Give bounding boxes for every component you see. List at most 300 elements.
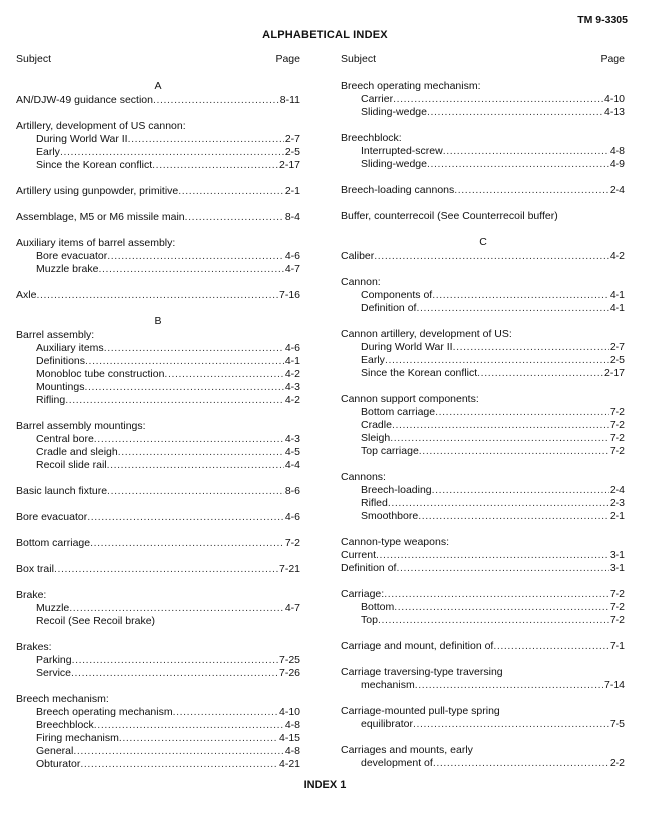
dot-leader	[153, 94, 279, 107]
index-subentry	[341, 445, 625, 458]
index-entry	[16, 237, 300, 276]
entry-subject: Carriages and mounts, early	[341, 744, 473, 756]
entry-page-number: 7-2	[609, 419, 625, 431]
subject-header: Subject	[341, 53, 377, 65]
entry-page-number: 4-2	[609, 250, 625, 262]
entry-page-number: 7-25	[278, 654, 300, 666]
dot-leader	[119, 732, 278, 745]
index-entry	[16, 563, 300, 576]
dot-leader	[374, 250, 609, 263]
entry-subject: Recoil (See Recoil brake)	[36, 615, 156, 627]
index-subentry	[341, 419, 625, 432]
entry-subject: Service	[36, 667, 72, 679]
dot-leader	[390, 432, 609, 445]
entry-subject: Definition of	[361, 302, 417, 314]
entry-page-number: 4-7	[284, 263, 300, 275]
entry-subject: Parking	[36, 654, 72, 666]
entry-subject: Sliding-wedge	[361, 158, 427, 170]
entry-subject: Breech-loading cannons	[341, 184, 455, 196]
index-heading	[341, 666, 625, 679]
index-heading	[341, 588, 625, 601]
index-heading	[16, 589, 300, 602]
index-column-right	[341, 53, 625, 783]
entry-page-number: 7-2	[609, 601, 625, 613]
entry-page-number: 7-14	[603, 679, 625, 691]
index-heading	[16, 237, 300, 250]
dot-leader	[178, 185, 284, 198]
index-heading	[16, 511, 300, 524]
dot-leader	[85, 355, 284, 368]
page-title: ALPHABETICAL INDEX	[262, 29, 388, 41]
entry-subject: Basic launch fixture	[16, 485, 108, 497]
entry-page-number: 7-2	[609, 406, 625, 418]
index-subentry	[16, 433, 300, 446]
entry-page-number: 2-17	[278, 159, 300, 171]
entry-subject: Definition of	[341, 562, 397, 574]
dot-leader	[378, 614, 609, 627]
index-entry	[16, 511, 300, 524]
index-column-left	[16, 53, 300, 784]
index-heading	[341, 744, 625, 757]
index-subentry	[341, 289, 625, 302]
index-heading	[341, 393, 625, 406]
entry-page-number: 7-16	[278, 289, 300, 301]
dot-leader	[413, 718, 609, 731]
entry-page-number: 4-6	[284, 250, 300, 262]
index-subentry	[341, 757, 625, 770]
dot-leader	[90, 537, 284, 550]
index-heading	[341, 80, 625, 93]
entry-subject: Breech mechanism:	[16, 693, 109, 705]
dot-leader	[433, 757, 609, 770]
index-heading	[341, 276, 625, 289]
entry-subject: Cannons:	[341, 471, 386, 483]
dot-leader	[415, 679, 603, 692]
entry-subject: Bore evacuator	[36, 250, 108, 262]
index-subentry	[341, 679, 625, 692]
index-entry	[341, 393, 625, 458]
dot-leader	[173, 706, 278, 719]
index-subentry	[16, 250, 300, 263]
index-subentry	[16, 615, 300, 628]
index-entry	[341, 184, 625, 197]
entry-page-number: 4-2	[284, 368, 300, 380]
entry-subject: Assemblage, M5 or M6 missile main	[16, 211, 185, 223]
index-heading	[16, 185, 300, 198]
dot-leader	[454, 184, 609, 197]
entry-page-number: 4-1	[609, 289, 625, 301]
entry-page-number: 4-8	[609, 145, 625, 157]
entry-page-number: 8-11	[279, 94, 300, 106]
dot-leader	[432, 289, 609, 302]
index-entry	[16, 94, 300, 107]
entry-subject: Carrier	[361, 93, 394, 105]
entry-page-number: 2-7	[609, 341, 625, 353]
entry-subject: General	[36, 745, 74, 757]
entry-subject: Early	[361, 354, 385, 366]
dot-leader	[435, 406, 609, 419]
entry-subject: Sliding-wedge	[361, 106, 427, 118]
index-heading	[341, 471, 625, 484]
entry-subject: equilibrator	[361, 718, 413, 730]
entry-subject: development of	[361, 757, 433, 769]
dot-leader	[384, 588, 609, 601]
entry-subject: Artillery using gunpowder, primitive	[16, 185, 179, 197]
index-heading	[341, 184, 625, 197]
index-subentry	[16, 381, 300, 394]
index-subentry	[341, 93, 625, 106]
entry-page-number: 4-5	[284, 446, 300, 458]
entry-subject: Central bore	[36, 433, 94, 445]
entry-page-number: 4-1	[609, 302, 625, 314]
index-subentry	[341, 367, 625, 380]
entry-subject: Since the Korean conflict	[361, 367, 478, 379]
index-entry	[16, 289, 300, 302]
index-subentry	[16, 745, 300, 758]
section-letter: A	[154, 80, 162, 92]
entry-subject: Breech-loading	[361, 484, 432, 496]
entry-subject: Brakes:	[16, 641, 52, 653]
entry-subject: Axle	[16, 289, 37, 301]
index-entry	[16, 693, 300, 771]
index-heading	[341, 640, 625, 653]
dot-leader	[453, 341, 609, 354]
index-heading	[341, 250, 625, 263]
entry-page-number: 4-10	[278, 706, 300, 718]
entry-subject: Carriage and mount, definition of	[341, 640, 494, 652]
entry-page-number: 8-4	[284, 211, 300, 223]
index-entry	[341, 250, 625, 263]
entry-subject: Auxiliary items	[36, 342, 104, 354]
index-subentry	[341, 432, 625, 445]
entry-subject: Cannon artillery, development of US:	[341, 328, 512, 340]
dot-leader	[385, 354, 609, 367]
entry-page-number: 2-7	[284, 133, 300, 145]
entry-subject: Caliber	[341, 250, 375, 262]
dot-leader	[80, 758, 278, 771]
entry-subject: Since the Korean conflict	[36, 159, 153, 171]
entry-page-number: 2-17	[603, 367, 625, 379]
index-heading	[16, 289, 300, 302]
index-subentry	[341, 601, 625, 614]
dot-leader	[72, 654, 278, 667]
entry-subject: Barrel assembly mountings:	[16, 420, 146, 432]
entry-page-number: 2-2	[609, 757, 625, 769]
index-heading	[16, 563, 300, 576]
page-footer: INDEX 1	[303, 779, 347, 791]
dot-leader	[87, 511, 284, 524]
entry-page-number: 4-10	[603, 93, 625, 105]
entry-subject: Rifled	[361, 497, 388, 509]
index-subentry	[16, 394, 300, 407]
entry-subject: Top	[361, 614, 378, 626]
entry-page-number: 4-3	[284, 433, 300, 445]
index-heading	[16, 329, 300, 342]
entry-subject: Firing mechanism	[36, 732, 119, 744]
index-entry	[341, 744, 625, 770]
index-subentry	[341, 302, 625, 315]
entry-page-number: 2-3	[609, 497, 625, 509]
index-entry	[341, 536, 625, 575]
dot-leader	[394, 601, 609, 614]
entry-page-number: 4-21	[278, 758, 300, 770]
entry-subject: Muzzle brake	[36, 263, 99, 275]
entry-subject: Cannon support components:	[341, 393, 479, 405]
dot-leader	[427, 106, 603, 119]
index-subentry	[16, 146, 300, 159]
index-heading	[341, 536, 625, 549]
entry-page-number: 7-5	[609, 718, 625, 730]
index-subentry	[16, 459, 300, 472]
entry-subject: Auxiliary items of barrel assembly:	[16, 237, 176, 249]
dot-leader	[427, 158, 609, 171]
index-subentry	[16, 758, 300, 771]
dot-leader	[104, 342, 284, 355]
index-entry	[341, 705, 625, 731]
entry-subject: Cradle and sleigh	[36, 446, 118, 458]
dot-leader	[71, 667, 278, 680]
entry-page-number: 8-6	[284, 485, 300, 497]
entry-subject: Buffer, counterrecoil (See Counterrecoil buffer)	[341, 210, 558, 222]
index-subentry	[16, 602, 300, 615]
index-entry	[341, 132, 625, 171]
dot-leader	[432, 484, 609, 497]
column-header	[341, 53, 625, 66]
page-header: Page	[275, 53, 300, 65]
index-entry	[341, 328, 625, 380]
entry-subject: Carriage:	[341, 588, 385, 600]
index-subentry	[16, 706, 300, 719]
index-entry	[16, 537, 300, 550]
index-subentry	[16, 446, 300, 459]
dot-leader	[393, 93, 603, 106]
dot-leader	[69, 602, 284, 615]
dot-leader	[396, 562, 608, 575]
index-entry	[341, 471, 625, 523]
entry-page-number: 4-2	[284, 394, 300, 406]
index-subentry	[16, 159, 300, 172]
dot-leader	[416, 302, 608, 315]
dot-leader	[418, 510, 609, 523]
index-subentry	[341, 484, 625, 497]
entry-page-number: 7-2	[609, 432, 625, 444]
entry-subject: Interrupted-screw	[361, 145, 443, 157]
index-subentry	[341, 145, 625, 158]
index-subentry	[16, 732, 300, 745]
index-subentry	[16, 368, 300, 381]
dot-leader	[73, 745, 283, 758]
entry-subject: Bottom	[361, 601, 395, 613]
index-heading	[16, 537, 300, 550]
dot-leader	[152, 159, 278, 172]
index-heading	[341, 210, 625, 223]
index-heading	[16, 211, 300, 224]
entry-subject: Artillery, development of US cannon:	[16, 120, 186, 132]
dot-leader	[419, 445, 609, 458]
dot-leader	[94, 433, 284, 446]
entry-page-number: 7-2	[284, 537, 300, 549]
index-subentry	[16, 355, 300, 368]
entry-subject: Mountings	[36, 381, 85, 393]
entry-subject: Breech operating mechanism	[36, 706, 173, 718]
index-subentry	[341, 106, 625, 119]
index-subentry	[341, 614, 625, 627]
dot-leader	[128, 133, 284, 146]
entry-subject: During World War II	[361, 341, 453, 353]
subject-header: Subject	[16, 53, 52, 65]
index-entry	[16, 485, 300, 498]
dot-leader	[84, 381, 283, 394]
index-heading	[341, 549, 625, 562]
entry-subject: Smoothbore	[361, 510, 419, 522]
entry-subject: Bottom carriage	[16, 537, 91, 549]
entry-page-number: 3-1	[609, 562, 625, 574]
dot-leader	[107, 250, 284, 263]
entry-page-number: 7-21	[278, 563, 300, 575]
entry-subject: Breech operating mechanism:	[341, 80, 481, 92]
index-entry	[16, 641, 300, 680]
entry-page-number: 4-13	[603, 106, 625, 118]
dot-leader	[107, 485, 284, 498]
dot-leader	[36, 289, 278, 302]
entry-page-number: 4-3	[284, 381, 300, 393]
index-subentry	[341, 354, 625, 367]
entry-subject: Breechblock	[36, 719, 94, 731]
entry-subject: Bore evacuator	[16, 511, 88, 523]
dot-leader	[388, 497, 609, 510]
entry-page-number: 2-5	[609, 354, 625, 366]
entry-page-number: 7-26	[278, 667, 300, 679]
entry-subject: Sleigh	[361, 432, 391, 444]
entry-subject: Definitions	[36, 355, 86, 367]
entry-page-number: 3-1	[609, 549, 625, 561]
section-letter: C	[479, 236, 487, 248]
entry-page-number: 4-9	[609, 158, 625, 170]
index-entry	[341, 210, 625, 223]
dot-leader	[54, 563, 278, 576]
entry-page-number: 4-6	[284, 342, 300, 354]
index-subentry	[341, 497, 625, 510]
entry-subject: AN/DJW-49 guidance section	[16, 94, 153, 106]
index-entry	[341, 588, 625, 627]
entry-subject: Brake:	[16, 589, 47, 601]
entry-page-number: 4-15	[278, 732, 300, 744]
entry-subject: Obturator	[36, 758, 81, 770]
entry-page-number: 4-8	[284, 719, 300, 731]
entry-subject: Bottom carriage	[361, 406, 436, 418]
index-heading	[341, 132, 625, 145]
index-subentry	[16, 719, 300, 732]
dot-leader	[185, 211, 284, 224]
index-entry	[16, 589, 300, 628]
entry-subject: Breechblock:	[341, 132, 402, 144]
index-entry	[16, 120, 300, 172]
entry-page-number: 4-8	[284, 745, 300, 757]
entry-subject: Carriage traversing-type traversing	[341, 666, 503, 678]
index-heading	[16, 693, 300, 706]
index-entry	[341, 666, 625, 692]
index-entry	[16, 185, 300, 198]
dot-leader	[164, 368, 283, 381]
section-letter: B	[154, 315, 162, 327]
entry-subject: Rifling	[36, 394, 66, 406]
index-heading	[16, 94, 300, 107]
index-subentry	[16, 263, 300, 276]
index-subentry	[16, 133, 300, 146]
document-number: TM 9-3305	[577, 14, 628, 26]
entry-page-number: 4-1	[284, 355, 300, 367]
entry-subject: Monobloc tube construction	[36, 368, 165, 380]
entry-page-number: 2-4	[609, 184, 625, 196]
index-subentry	[16, 654, 300, 667]
entry-page-number: 4-6	[284, 511, 300, 523]
index-subentry	[341, 341, 625, 354]
entry-page-number: 7-2	[609, 588, 625, 600]
entry-subject: Early	[36, 146, 60, 158]
entry-page-number: 2-1	[284, 185, 300, 197]
entry-subject: Cannon:	[341, 276, 381, 288]
index-subentry	[341, 406, 625, 419]
dot-leader	[392, 419, 609, 432]
index-subentry	[341, 718, 625, 731]
entry-page-number: 2-5	[284, 146, 300, 158]
dot-leader	[60, 146, 284, 159]
entry-subject: Box trail	[16, 563, 54, 575]
index-subentry	[341, 510, 625, 523]
dot-leader	[107, 459, 284, 472]
index-entry	[16, 329, 300, 407]
entry-subject: During World War II	[36, 133, 128, 145]
index-subentry	[16, 342, 300, 355]
index-entry	[341, 276, 625, 315]
index-entry	[341, 80, 625, 119]
entry-page-number: 2-1	[609, 510, 625, 522]
dot-leader	[94, 719, 284, 732]
entry-page-number: 7-2	[609, 445, 625, 457]
dot-leader	[65, 394, 284, 407]
index-entry	[341, 640, 625, 653]
index-heading	[16, 641, 300, 654]
entry-subject: Carriage-mounted pull-type spring	[341, 705, 500, 717]
index-entry	[16, 211, 300, 224]
index-heading	[341, 562, 625, 575]
index-entry	[16, 420, 300, 472]
dot-leader	[98, 263, 283, 276]
column-header	[16, 53, 300, 66]
dot-leader	[493, 640, 608, 653]
entry-subject: Top carriage	[361, 445, 419, 457]
entry-page-number: 2-4	[609, 484, 625, 496]
dot-leader	[118, 446, 284, 459]
index-heading	[341, 705, 625, 718]
entry-subject: Current	[341, 549, 377, 561]
entry-subject: Cannon-type weapons:	[341, 536, 449, 548]
index-heading	[341, 328, 625, 341]
entry-page-number: 4-7	[284, 602, 300, 614]
dot-leader	[376, 549, 609, 562]
entry-subject: Components of	[361, 289, 433, 301]
index-heading	[16, 485, 300, 498]
index-subentry	[341, 158, 625, 171]
entry-subject: Muzzle	[36, 602, 70, 614]
entry-subject: mechanism	[361, 679, 415, 691]
entry-subject: Recoil slide rail	[36, 459, 107, 471]
entry-page-number: 7-2	[609, 614, 625, 626]
index-heading	[16, 420, 300, 433]
index-heading	[16, 120, 300, 133]
dot-leader	[477, 367, 603, 380]
page-header: Page	[600, 53, 625, 65]
